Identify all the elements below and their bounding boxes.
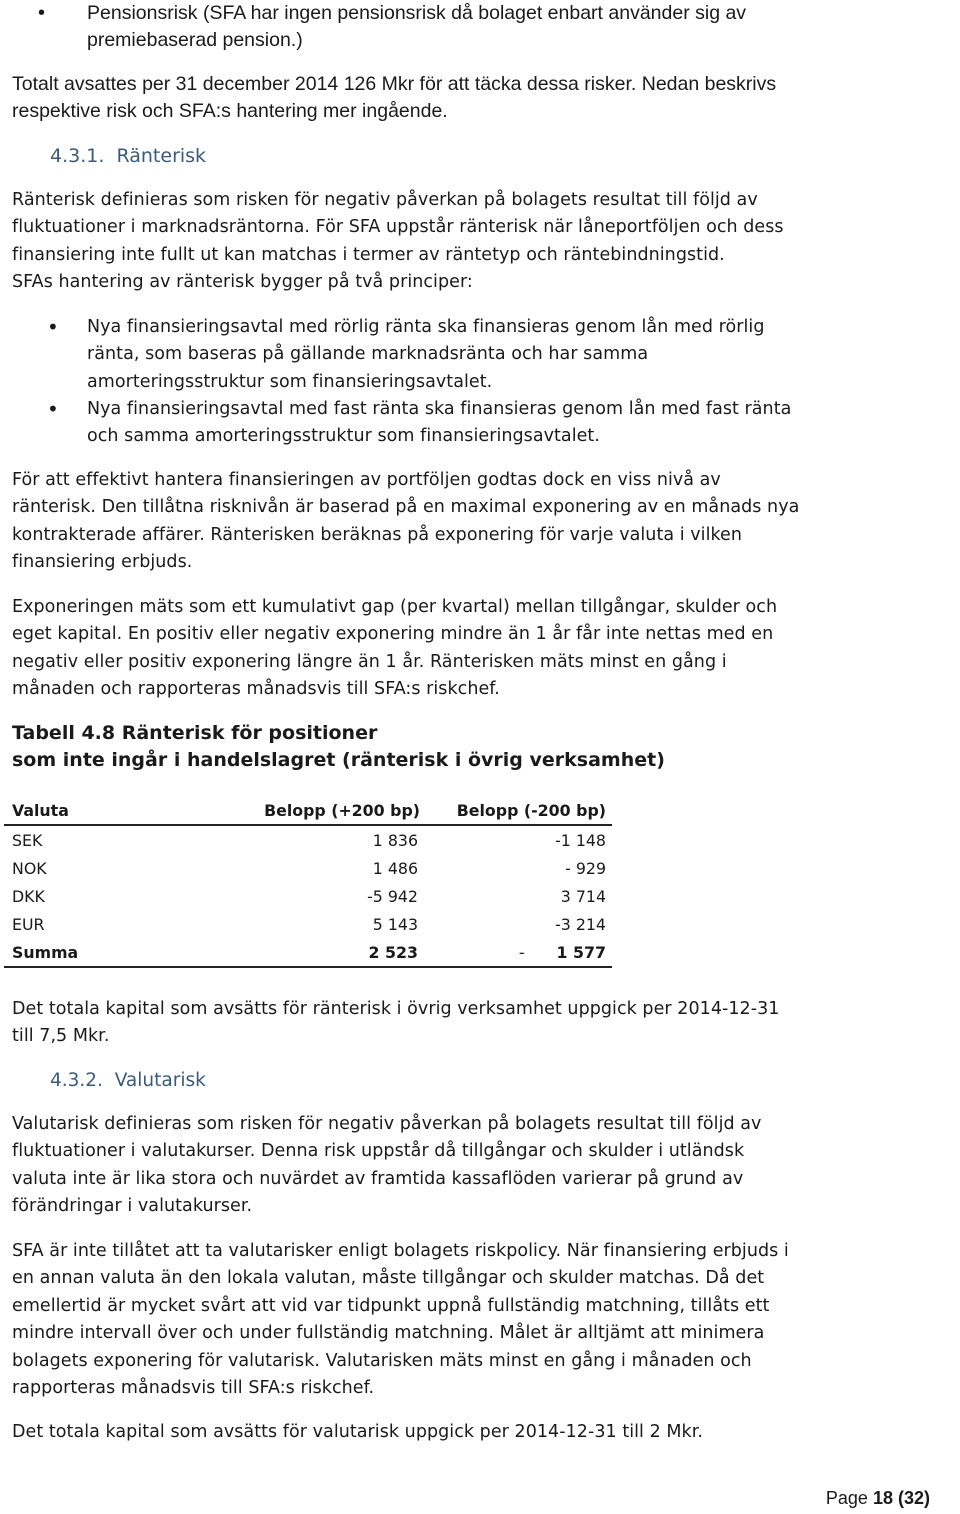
page-label: Page [825,1488,868,1508]
top-bullet-text [87,0,947,54]
valutarisk-policy-paragraph [12,1238,957,1402]
risk-tolerance-paragraph [12,467,952,577]
table-cell: 5 143 [372,914,418,934]
text-line: Totalt avsattes per 31 december 2014 126 Mkr för att täcka dessa risker. Nedan beskrivs [12,73,777,95]
text-line: Nya finansieringsavtal med fast ränta ska finansieras genom lån med fast ränta [87,399,792,419]
table-cell [426,938,612,967]
table-cell: 2 523 [242,938,426,967]
principle-bullet [87,314,947,396]
text-line: bolagets exponering för valutarisk. Valutarisken mäts minst en gång i månaden och [12,1350,752,1371]
text-line: Valutarisk definieras som risken för negativ påverkan på bolagets resultat till följd av [12,1114,762,1134]
table-cell: -5 942 [367,886,418,906]
text-line: fluktuationer i valutakurser. Denna risk uppstår då tillgångar och skulder i utländsk [12,1141,745,1162]
text-line: amorteringsstruktur som finansieringsavtalet. [87,371,493,392]
ranterisk-table [4,796,612,968]
table-row [4,910,612,938]
table-cell: -3 214 [555,914,606,934]
text-line: Ränterisk definieras som risken för negativ påverkan på bolagets resultat till följd av [12,190,758,210]
sum-dash: - [518,942,525,962]
table-row [4,854,612,882]
text-line: Pensionsrisk (SFA har ingen pensionsrisk då bolaget enbart använder sig av [87,2,747,24]
valutarisk-capital-paragraph: Det totala kapital som avsätts för valutarisk uppgick per 2014-12-31 till 2 Mkr. [12,1422,703,1442]
text-line: respektive risk och SFA:s hantering mer ingående. [12,100,448,122]
page-current: 18 [872,1488,893,1508]
valutarisk-definition-paragraph [12,1111,952,1221]
text-line: valuta inte är lika stora och nuvärdet av framtida kassaflöden varierar på grund av [12,1168,744,1189]
text-line: SFAs hantering av ränterisk bygger på två principer: [12,272,473,293]
table-cell: - 929 [565,858,606,878]
text-line: finansiering erbjuds. [12,552,193,573]
text-line: en annan valuta än den lokala valutan, måste tillgångar och skulder matchas. Då det [12,1268,765,1289]
sum-minus-value: 1 577 [556,942,606,962]
section-heading-valutarisk: 4.3.2. Valutarisk [50,1070,206,1091]
table-cell: SEK [12,830,43,850]
table-row [4,825,612,854]
text-line: negativ eller positiv exponering längre än 1 år. Ränterisken mäts minst en gång i [12,651,727,672]
page-number [826,1488,930,1509]
table-cell: 3 714 [560,886,606,906]
text-line: som inte ingår i handelslagret (ränterisk i övrig verksamhet) [12,749,665,771]
ranterisk-capital-paragraph [12,996,952,1051]
text-line: ränterisk. Den tillåtna risknivån är baserad på en maximal exponering av en månads nya [12,497,800,518]
column-header: Belopp (+200 bp) [242,796,426,825]
bullet-marker: • [47,315,59,339]
text-line: kontrakterade affärer. Ränterisken beräknas på exponering för varje valuta i vilken [12,524,743,545]
text-line: månaden och rapporteras månadsvis till SFA:s riskchef. [12,679,500,700]
intro-paragraph [12,71,952,125]
text-line: mindre intervall över och under fullständig matchning. Målet är alltjämt att minimera [12,1323,765,1344]
table-cell: 1 836 [372,830,418,850]
table-cell: DKK [12,886,45,906]
section-heading-ranterisk: 4.3.1. Ränterisk [50,145,207,167]
text-line: Tabell 4.8 Ränterisk för positioner [12,722,378,744]
table-caption [12,720,952,774]
table-cell: EUR [12,914,45,934]
text-line: eget kapital. En positiv eller negativ exponering mindre än 1 år får inte nettas med en [12,624,774,645]
table-cell: Summa [4,938,242,967]
text-line: finansiering inte fullt ut kan matchas i termer av räntetyp och räntebindningstid. [12,244,725,265]
table-cell: 1 486 [372,858,418,878]
page-total: (32) [897,1488,930,1508]
table-cell: -1 148 [555,830,606,850]
table-header-row [4,796,612,825]
text-line: och samma amorteringsstruktur som finansieringsavtalet. [87,426,600,447]
text-line: Det totala kapital som avsätts för ränterisk i övrig verksamhet uppgick per 2014-12-31 [12,999,780,1019]
text-line: ränta, som baseras på gällande marknadsränta och har samma [87,344,649,365]
table-cell: NOK [12,858,47,878]
data-table [4,796,612,968]
bullet-marker: • [47,397,59,421]
column-header: Belopp (-200 bp) [426,796,612,825]
text-line: SFA är inte tillåtet att ta valutarisker enligt bolagets riskpolicy. När finansiering erbjuds i [12,1241,789,1261]
text-line: emellertid är mycket svårt att vid var tidpunkt uppnå fullständig matchning, tillåts ett [12,1295,770,1316]
principle-bullet [87,396,947,451]
ranterisk-definition-paragraph [12,187,952,297]
text-line: fluktuationer i marknadsräntorna. För SFA uppstår ränterisk när låneportföljen och dess [12,217,784,238]
table-sum-row [4,938,612,967]
text-line: premiebaserad pension.) [87,29,303,51]
column-header: Valuta [4,796,242,825]
text-line: För att effektivt hantera finansieringen av portföljen godtas dock en viss nivå av [12,470,721,490]
text-line: Nya finansieringsavtal med rörlig ränta ska finansieras genom lån med rörlig [87,317,765,337]
bullet-marker: • [38,2,46,24]
table-row [4,882,612,910]
exposure-measurement-paragraph [12,594,952,704]
text-line: till 7,5 Mkr. [12,1026,110,1047]
text-line: förändringar i valutakurser. [12,1196,253,1217]
text-line: Exponeringen mäts som ett kumulativt gap (per kvartal) mellan tillgångar, skulder och [12,597,778,617]
text-line: rapporteras månadsvis till SFA:s riskchef. [12,1378,375,1399]
